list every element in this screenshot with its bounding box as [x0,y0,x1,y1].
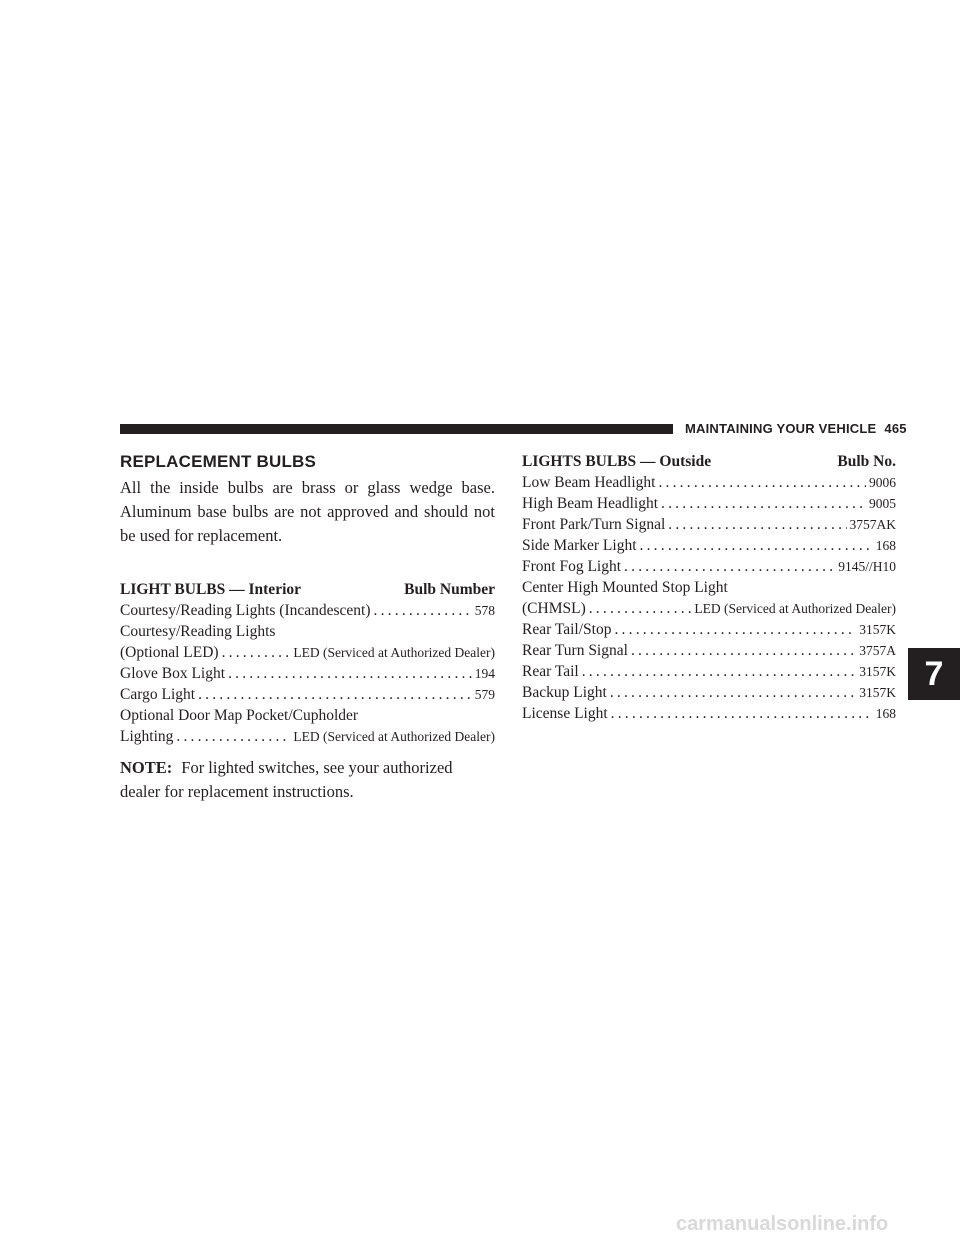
header-section-title: MAINTAINING YOUR VEHICLE [685,421,877,436]
header-rule [120,424,673,434]
running-header [685,421,907,437]
leader-dots [610,683,856,703]
bulb-label: Backup Light [522,684,607,701]
interior-header-value: Bulb Number [404,581,495,598]
leader-dots [611,704,873,724]
bulb-label: High Beam Headlight [522,495,659,512]
leader-dots [668,515,846,535]
leader-dots [589,599,692,619]
watermark [676,1208,956,1240]
leader-dots [222,643,291,663]
bulb-row [120,601,495,621]
leader-dots [614,620,856,640]
bulb-number: 9006 [869,475,896,490]
bulb-label: Front Park/Turn Signal [522,516,666,533]
leader-dots [624,557,835,577]
outside-header-value: Bulb No. [837,453,896,470]
bulb-number: 3757AK [849,517,896,532]
bulb-label-line1: Center High Mounted Stop Light [522,579,728,596]
bulb-label: Rear Tail/Stop [522,621,612,638]
bulb-number: 3157K [859,622,896,637]
chapter-tab: 7 [908,648,960,700]
outside-table-header [522,452,896,472]
bulb-row [120,664,495,684]
leader-dots [658,473,866,493]
left-column [120,452,495,804]
bulb-number: 9145//H10 [838,559,896,574]
bulb-row [522,704,896,724]
bulb-label: (CHMSL) [522,600,586,617]
bulb-number: 578 [474,603,495,618]
note-paragraph [120,756,495,804]
right-column [522,452,896,724]
bulb-label: Low Beam Headlight [522,474,656,491]
bulb-number: LED (Serviced at Authorized Dealer) [694,601,896,616]
bulb-label: Lighting [120,728,174,745]
interior-table-header [120,580,495,600]
note-text: For lighted switches, see your authorized dealer for replacement instructions. [120,758,453,801]
leader-dots [198,685,472,705]
bulb-number: 3157K [859,664,896,679]
leader-dots [228,664,472,684]
note-label: NOTE: [120,758,173,777]
leader-dots [661,494,866,514]
bulb-number: 579 [474,687,495,702]
bulb-row [522,473,896,493]
bulb-label: Glove Box Light [120,665,226,682]
page-number: 465 [884,421,907,436]
bulb-row [120,643,495,663]
bulb-label-line1: Optional Door Map Pocket/Cupholder [120,707,359,724]
bulb-row [522,494,896,514]
bulb-number: 168 [875,706,896,721]
bulb-number: 168 [875,538,896,553]
bulb-row [522,620,896,640]
outside-header-label: LIGHTS BULBS — Outside [522,453,712,470]
bulb-number: LED (Serviced at Authorized Dealer) [293,729,495,744]
bulb-label: Rear Turn Signal [522,642,628,659]
bulb-number: LED (Serviced at Authorized Dealer) [293,645,495,660]
bulb-row [522,515,896,535]
bulb-row [522,557,896,577]
bulb-number: 9005 [869,496,896,511]
bulb-label-line1: Courtesy/Reading Lights [120,623,276,640]
bulb-row [522,683,896,703]
bulb-row [120,685,495,705]
bulb-label: License Light [522,705,608,722]
intro-paragraph: All the inside bulbs are brass or glass wedge base. Aluminum base bulbs are not approved and should not be used for replacement. [120,478,495,545]
leader-dots [582,662,857,682]
bulb-row [522,599,896,619]
bulb-label: Side Marker Light [522,537,637,554]
bulb-number: 3157K [859,685,896,700]
interior-header-label: LIGHT BULBS — Interior [120,581,302,598]
bulb-label: (Optional LED) [120,644,219,661]
watermark-text: carmanualsonline.info [676,1213,889,1235]
bulb-number: 3757A [859,643,896,658]
bulb-label: Front Fog Light [522,558,622,575]
bulb-row [120,727,495,747]
bulb-row [522,662,896,682]
bulb-label: Courtesy/Reading Lights (Incandescent) [120,602,371,619]
bulb-label: Cargo Light [120,686,196,703]
leader-dots [176,727,290,747]
leader-dots [374,601,472,621]
bulb-number: 194 [474,666,495,681]
bulb-row [522,536,896,556]
leader-dots [631,641,856,661]
bulb-row [522,641,896,661]
bulb-label: Rear Tail [522,663,579,680]
section-title: REPLACEMENT BULBS [120,452,317,471]
leader-dots [640,536,873,556]
